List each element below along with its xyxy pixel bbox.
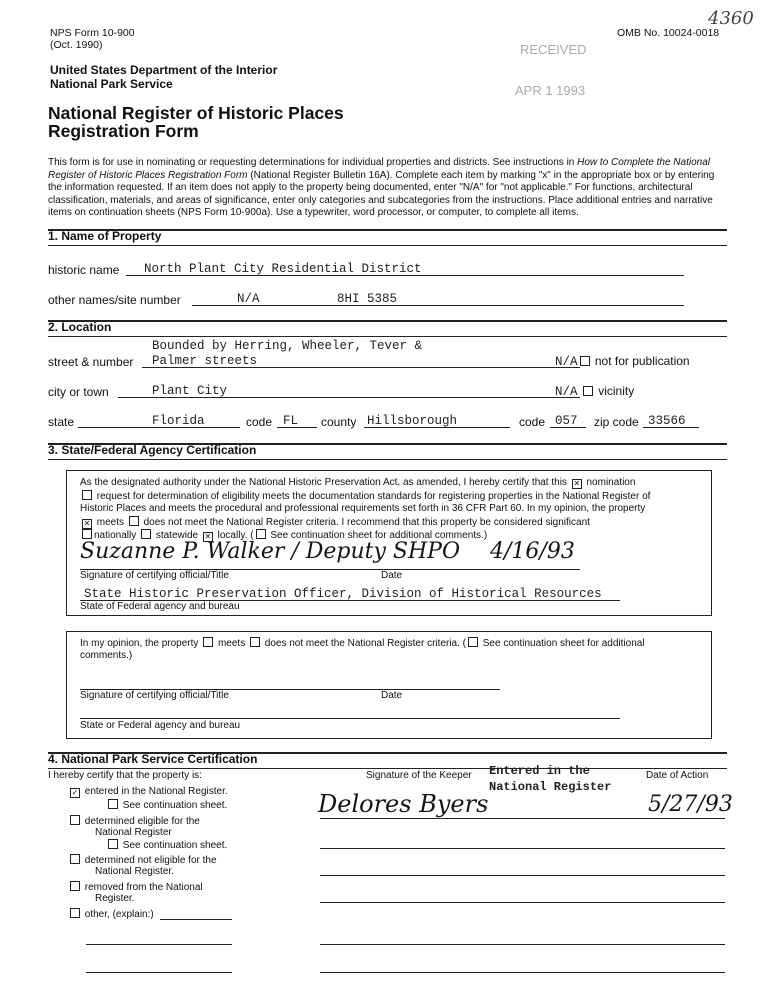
cert-line-3: Historic Places and meets the procedural and professional requirements set forth in 36 CFR Part 60. In my opinion, the property xyxy=(80,503,646,514)
date-label-1: Date xyxy=(381,570,403,581)
form-number: NPS Form 10-900 xyxy=(50,27,135,39)
street-label: street & number xyxy=(48,355,134,369)
cert-line-5: nationally statewide ✕ locally. ( See continuation sheet for additional comments.) xyxy=(80,529,487,542)
state-sign-date: 4/16/93 xyxy=(490,539,575,564)
option-not-eligible-line2: National Register. xyxy=(95,866,174,877)
county-label: county xyxy=(321,415,357,429)
state-code-value: FL xyxy=(283,414,299,428)
county-code-label: code xyxy=(519,415,546,429)
street-line1: Bounded by Herring, Wheeler, Tever & xyxy=(152,339,423,353)
agency-label-2: State or Federal agency and bureau xyxy=(80,720,241,731)
option-entered[interactable]: ✓ entered in the National Register. xyxy=(71,786,228,797)
zip-value: 33566 xyxy=(648,414,686,428)
instructions-paragraph: This form is for use in nominating or requesting determinations for individual properties and districts. See instructions in How to Complete the National Register of Historic Places Registration Form (National Register Bulletin 16A). Complete each item by marking "x" in the appropriate box or by entering the information requested. If an item does not apply to the property being documented, enter "N/A" for "not applicable." For functions, architectural classification, materials, and areas of significance, enter only categories and subcategories from the instructions. Place additional entries and narrative items on continuation sheets (NPS Form 10-900a). Use a typewriter, word processor, or computer, to complete all items. xyxy=(48,157,715,218)
department: United States Department of the Interior xyxy=(50,63,278,77)
agency: National Park Service xyxy=(50,77,173,91)
form-date: (Oct. 1990) xyxy=(50,39,103,51)
option-eligible[interactable]: determined eligible for the xyxy=(68,815,200,827)
option-entered-see[interactable]: See continuation sheet. xyxy=(106,799,227,811)
action-date: 5/27/93 xyxy=(648,792,733,817)
option-removed-line2: Register. xyxy=(95,893,135,904)
county-value: Hillsborough xyxy=(367,414,458,428)
date-stamp: APR 1 1993 xyxy=(515,83,586,98)
county-code-value: 057 xyxy=(555,414,578,428)
received-stamp: RECEIVED xyxy=(520,42,587,57)
other-names-value: N/A xyxy=(237,292,260,306)
section-4-title: 4. National Park Service Certification xyxy=(48,752,258,766)
opinion-line-1: In my opinion, the property meets does not meet the National Register criteria. ( See continuation sheet for additional xyxy=(80,638,645,649)
keeper-signature: Delores Byers xyxy=(318,790,489,818)
historic-name-value: North Plant City Residential District xyxy=(144,262,422,276)
state-label: state xyxy=(48,415,75,429)
state-value: Florida xyxy=(152,414,205,428)
page-subtitle: Registration Form xyxy=(48,121,199,141)
date-action-label: Date of Action xyxy=(646,770,709,781)
option-other[interactable]: other, (explain:) xyxy=(68,908,154,920)
site-number-value: 8HI 5385 xyxy=(337,292,398,306)
section-1-title: 1. Name of Property xyxy=(48,229,162,243)
omb-number: OMB No. 10024-0018 xyxy=(617,27,720,39)
opinion-line-2: comments.) xyxy=(80,650,133,661)
state-agency-value: State Historic Preservation Officer, Division of Historical Resources xyxy=(84,587,602,601)
not-for-publication[interactable]: N/A not for publication xyxy=(555,354,690,369)
entered-stamp-line2: National Register xyxy=(489,780,612,794)
option-not-eligible[interactable]: determined not eligible for the xyxy=(68,854,217,866)
option-eligible-line2: National Register xyxy=(95,827,172,838)
city-label: city or town xyxy=(48,385,109,399)
option-removed[interactable]: removed from the National xyxy=(68,881,203,893)
zip-label: zip code xyxy=(594,415,639,429)
page-title: National Register of Historic Places xyxy=(48,103,344,123)
section-3-title: 3. State/Federal Agency Certification xyxy=(48,443,257,457)
city-value: Plant City xyxy=(152,384,228,398)
certify-statement: I hereby certify that the property is: xyxy=(48,770,202,781)
handwritten-number: 4360 xyxy=(708,8,754,29)
historic-name-label: historic name xyxy=(48,263,120,277)
entered-stamp-line1: Entered in the xyxy=(489,764,590,778)
cert-line-1: As the designated authority under the National Historic Preservation Act, as amended, I hereby certify that this ✕ nomination xyxy=(80,477,636,488)
keeper-label: Signature of the Keeper xyxy=(366,770,472,781)
state-official-signature: Suzanne P. Walker / Deputy SHPO xyxy=(80,539,461,564)
other-names-label: other names/site number xyxy=(48,293,181,307)
section-2-bar xyxy=(48,320,727,337)
cert-line-4: ✕ meets does not meet the National Register criteria. I recommend that this property be considered significant xyxy=(83,517,590,528)
vicinity-checkbox[interactable]: N/A vicinity xyxy=(555,384,635,399)
street-line2: Palmer streets xyxy=(152,354,258,368)
option-eligible-see[interactable]: See continuation sheet. xyxy=(106,839,227,851)
sig-label-1: Signature of certifying official/Title xyxy=(80,570,229,581)
date-label-2: Date xyxy=(381,690,403,701)
state-code-label: code xyxy=(246,415,273,429)
sig-label-2: Signature of certifying official/Title xyxy=(80,690,229,701)
section-2-title: 2. Location xyxy=(48,320,112,334)
agency-label-1: State of Federal agency and bureau xyxy=(80,601,240,612)
cert-line-2: request for determination of eligibility meets the documentation standards for registering properties in the National Register of xyxy=(80,490,650,502)
